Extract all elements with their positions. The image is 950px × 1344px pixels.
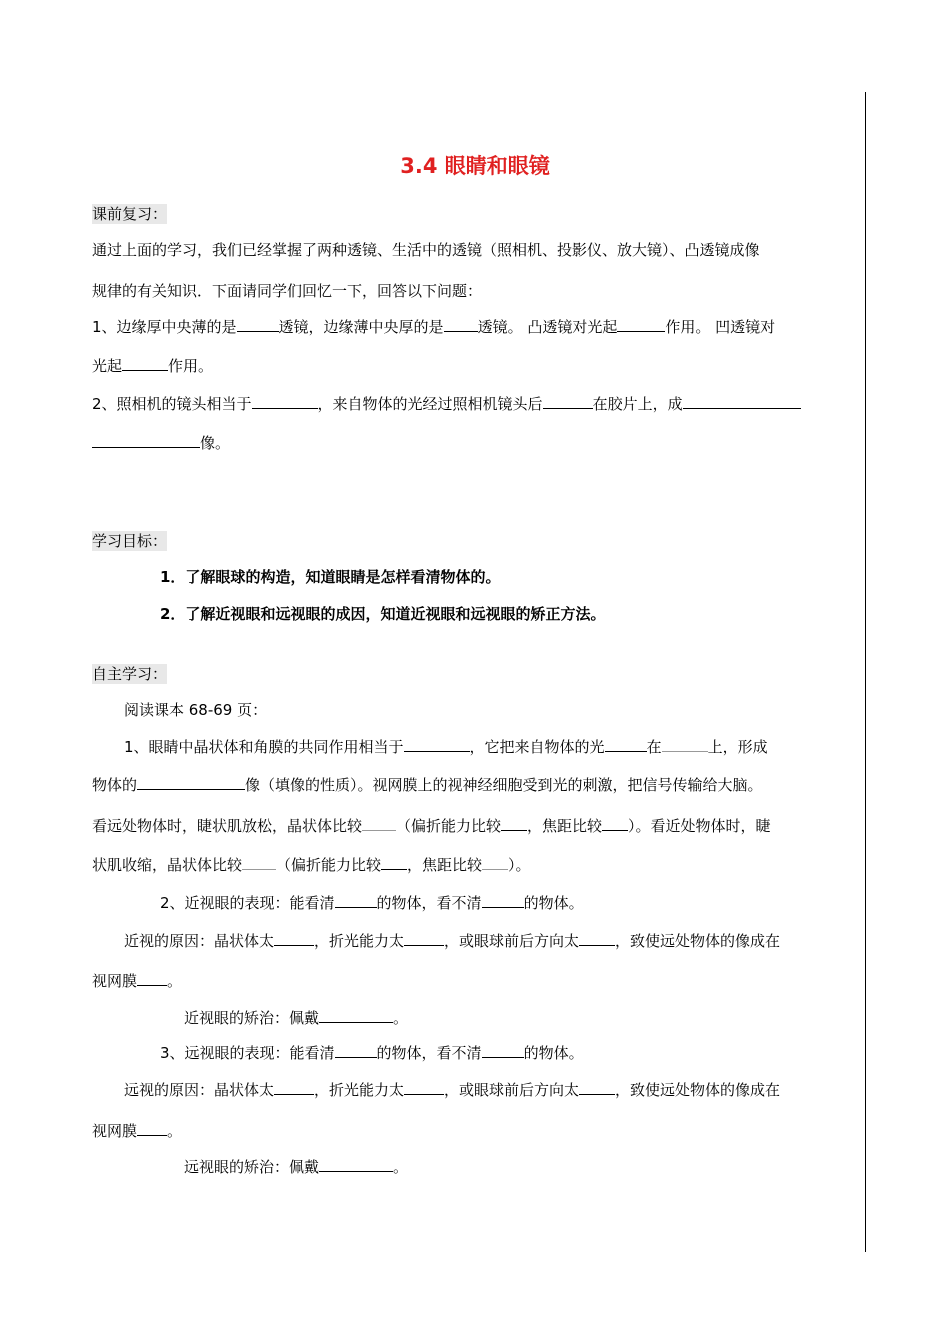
p2-text-b: 像（填像的性质）。视网膜上的视神经细胞受到光的刺激，把信号传输给大脑。 [245, 776, 763, 794]
q2-text-d: 像。 [200, 434, 231, 452]
p4-text-d: ）。 [508, 856, 531, 874]
myopia-cause-d: ，致使远处物体的像成在 [615, 932, 781, 950]
hyper-cause-d: ，致使远处物体的像成在 [615, 1081, 781, 1099]
para-1-line-1 [124, 737, 768, 757]
pre-review-intro-1: 通过上面的学习，我们已经掌握了两种透镜、生活中的透镜（照相机、投影仪、放大镜）、凸透镜成像 [92, 241, 760, 259]
blank[interactable] [274, 1080, 314, 1095]
blank[interactable] [662, 737, 708, 752]
hyper-show-c: 的物体。 [523, 1044, 584, 1062]
goal-1: 1．了解眼球的构造，知道眼睛是怎样看清物体的。 [160, 568, 501, 586]
blank[interactable] [579, 931, 615, 946]
p3-text-b: （偏折能力比较 [396, 817, 502, 835]
hyper-show-b: 的物体，看不清 [376, 1044, 482, 1062]
blank[interactable] [482, 1043, 524, 1058]
para-1-line-2 [92, 775, 763, 795]
hyper-cause-a: 远视的原因：晶状体太 [124, 1081, 275, 1099]
myopia-symptom [160, 893, 584, 913]
blank[interactable] [381, 855, 407, 870]
blank[interactable] [122, 356, 168, 371]
blank[interactable] [482, 893, 524, 908]
blank[interactable] [242, 855, 276, 870]
question-2-line-1 [92, 394, 801, 414]
hyperopia-correction [184, 1157, 408, 1177]
blank[interactable] [605, 737, 647, 752]
p3-text-d: ）。看近处物体时，睫 [628, 817, 771, 835]
hyperopia-cause-line-1 [124, 1080, 780, 1100]
hyper-show-a: 3、远视眼的表现：能看清 [160, 1044, 335, 1062]
hyper-fix-a: 远视眼的矫治：佩戴 [184, 1158, 320, 1176]
blank[interactable] [335, 893, 377, 908]
myopia-show-b: 的物体，看不清 [376, 894, 482, 912]
p1-text-b: ，它把来自物体的光 [469, 738, 605, 756]
q2-text-b: ，来自物体的光经过照相机镜头后 [317, 395, 543, 413]
hyper-fix-b: 。 [393, 1158, 409, 1176]
q1-text-e: 光起 [92, 357, 123, 375]
page-title: 3.4 眼睛和眼镜 [400, 154, 550, 178]
hyper-cause-f: 。 [167, 1122, 183, 1140]
p1-text-c: 在 [646, 738, 662, 756]
reading-instruction: 阅读课本 68-69 页： [124, 701, 268, 719]
myopia-show-c: 的物体。 [523, 894, 584, 912]
blank[interactable] [319, 1008, 393, 1023]
myopia-cause-b: ，折光能力太 [314, 932, 405, 950]
para-1-line-3 [92, 816, 771, 836]
q1-text-a: 1、边缘厚中央薄的是 [92, 318, 237, 336]
p2-text-a: 物体的 [92, 776, 138, 794]
p3-text-c: ，焦距比较 [527, 817, 603, 835]
pre-review-intro-2: 规律的有关知识．下面请同学们回忆一下，回答以下问题： [92, 282, 483, 300]
p4-text-c: ，焦距比较 [407, 856, 483, 874]
blank[interactable] [137, 775, 245, 790]
blank[interactable] [617, 317, 665, 332]
myopia-cause-line-2 [92, 971, 182, 991]
myopia-show-a: 2、近视眼的表现：能看清 [160, 894, 335, 912]
goal-2: 2．了解近视眼和远视眼的成因，知道近视眼和远视眼的矫正方法。 [160, 605, 606, 623]
blank[interactable] [602, 816, 628, 831]
question-1-line-1 [92, 317, 775, 337]
myopia-cause-line-1 [124, 931, 780, 951]
q1-text-f: 作用。 [168, 357, 214, 375]
blank[interactable] [335, 1043, 377, 1058]
blank[interactable] [404, 737, 470, 752]
blank[interactable] [137, 1121, 167, 1136]
blank[interactable] [319, 1157, 393, 1172]
hyperopia-cause-line-2 [92, 1121, 182, 1141]
blank[interactable] [683, 394, 801, 409]
hyper-cause-c: ，或眼球前后方向太 [444, 1081, 580, 1099]
hyper-cause-b: ，折光能力太 [314, 1081, 405, 1099]
blank[interactable] [579, 1080, 615, 1095]
blank[interactable] [482, 855, 508, 870]
p1-text-d: 上，形成 [707, 738, 768, 756]
myopia-cause-e: 视网膜 [92, 972, 138, 990]
blank[interactable] [543, 394, 593, 409]
hyper-cause-e: 视网膜 [92, 1122, 138, 1140]
q2-text-c: 在胶片上，成 [592, 395, 683, 413]
blank[interactable] [404, 931, 444, 946]
question-2-line-2 [92, 433, 230, 453]
p1-text-a: 1、眼睛中晶状体和角膜的共同作用相当于 [124, 738, 404, 756]
myopia-fix-a: 近视眼的矫治：佩戴 [184, 1009, 320, 1027]
myopia-cause-a: 近视的原因：晶状体太 [124, 932, 275, 950]
p3-text-a: 看远处物体时，睫状肌放松，晶状体比较 [92, 817, 363, 835]
q1-text-c: 透镜。 凸透镜对光起 [477, 318, 618, 336]
page-edge-line [865, 92, 866, 1252]
self-study-heading: 自主学习： [92, 665, 168, 683]
blank[interactable] [404, 1080, 444, 1095]
blank[interactable] [237, 317, 279, 332]
para-1-line-4 [92, 855, 531, 875]
goals-heading: 学习目标： [92, 532, 168, 550]
myopia-cause-c: ，或眼球前后方向太 [444, 932, 580, 950]
blank[interactable] [501, 816, 527, 831]
p4-text-b: （偏折能力比较 [276, 856, 382, 874]
pre-review-heading: 课前复习： [92, 205, 168, 223]
q1-text-b: 透镜，边缘薄中央厚的是 [278, 318, 444, 336]
myopia-cause-f: 。 [167, 972, 183, 990]
question-1-line-2 [92, 356, 213, 376]
blank[interactable] [274, 931, 314, 946]
hyperopia-symptom [160, 1043, 584, 1063]
q2-text-a: 2、照相机的镜头相当于 [92, 395, 252, 413]
q1-text-d: 作用。 凹透镜对 [665, 318, 776, 336]
blank[interactable] [92, 433, 200, 448]
blank[interactable] [137, 971, 167, 986]
blank[interactable] [252, 394, 318, 409]
blank[interactable] [444, 317, 478, 332]
myopia-fix-b: 。 [393, 1009, 409, 1027]
blank[interactable] [362, 816, 396, 831]
p4-text-a: 状肌收缩，晶状体比较 [92, 856, 243, 874]
myopia-correction [184, 1008, 408, 1028]
